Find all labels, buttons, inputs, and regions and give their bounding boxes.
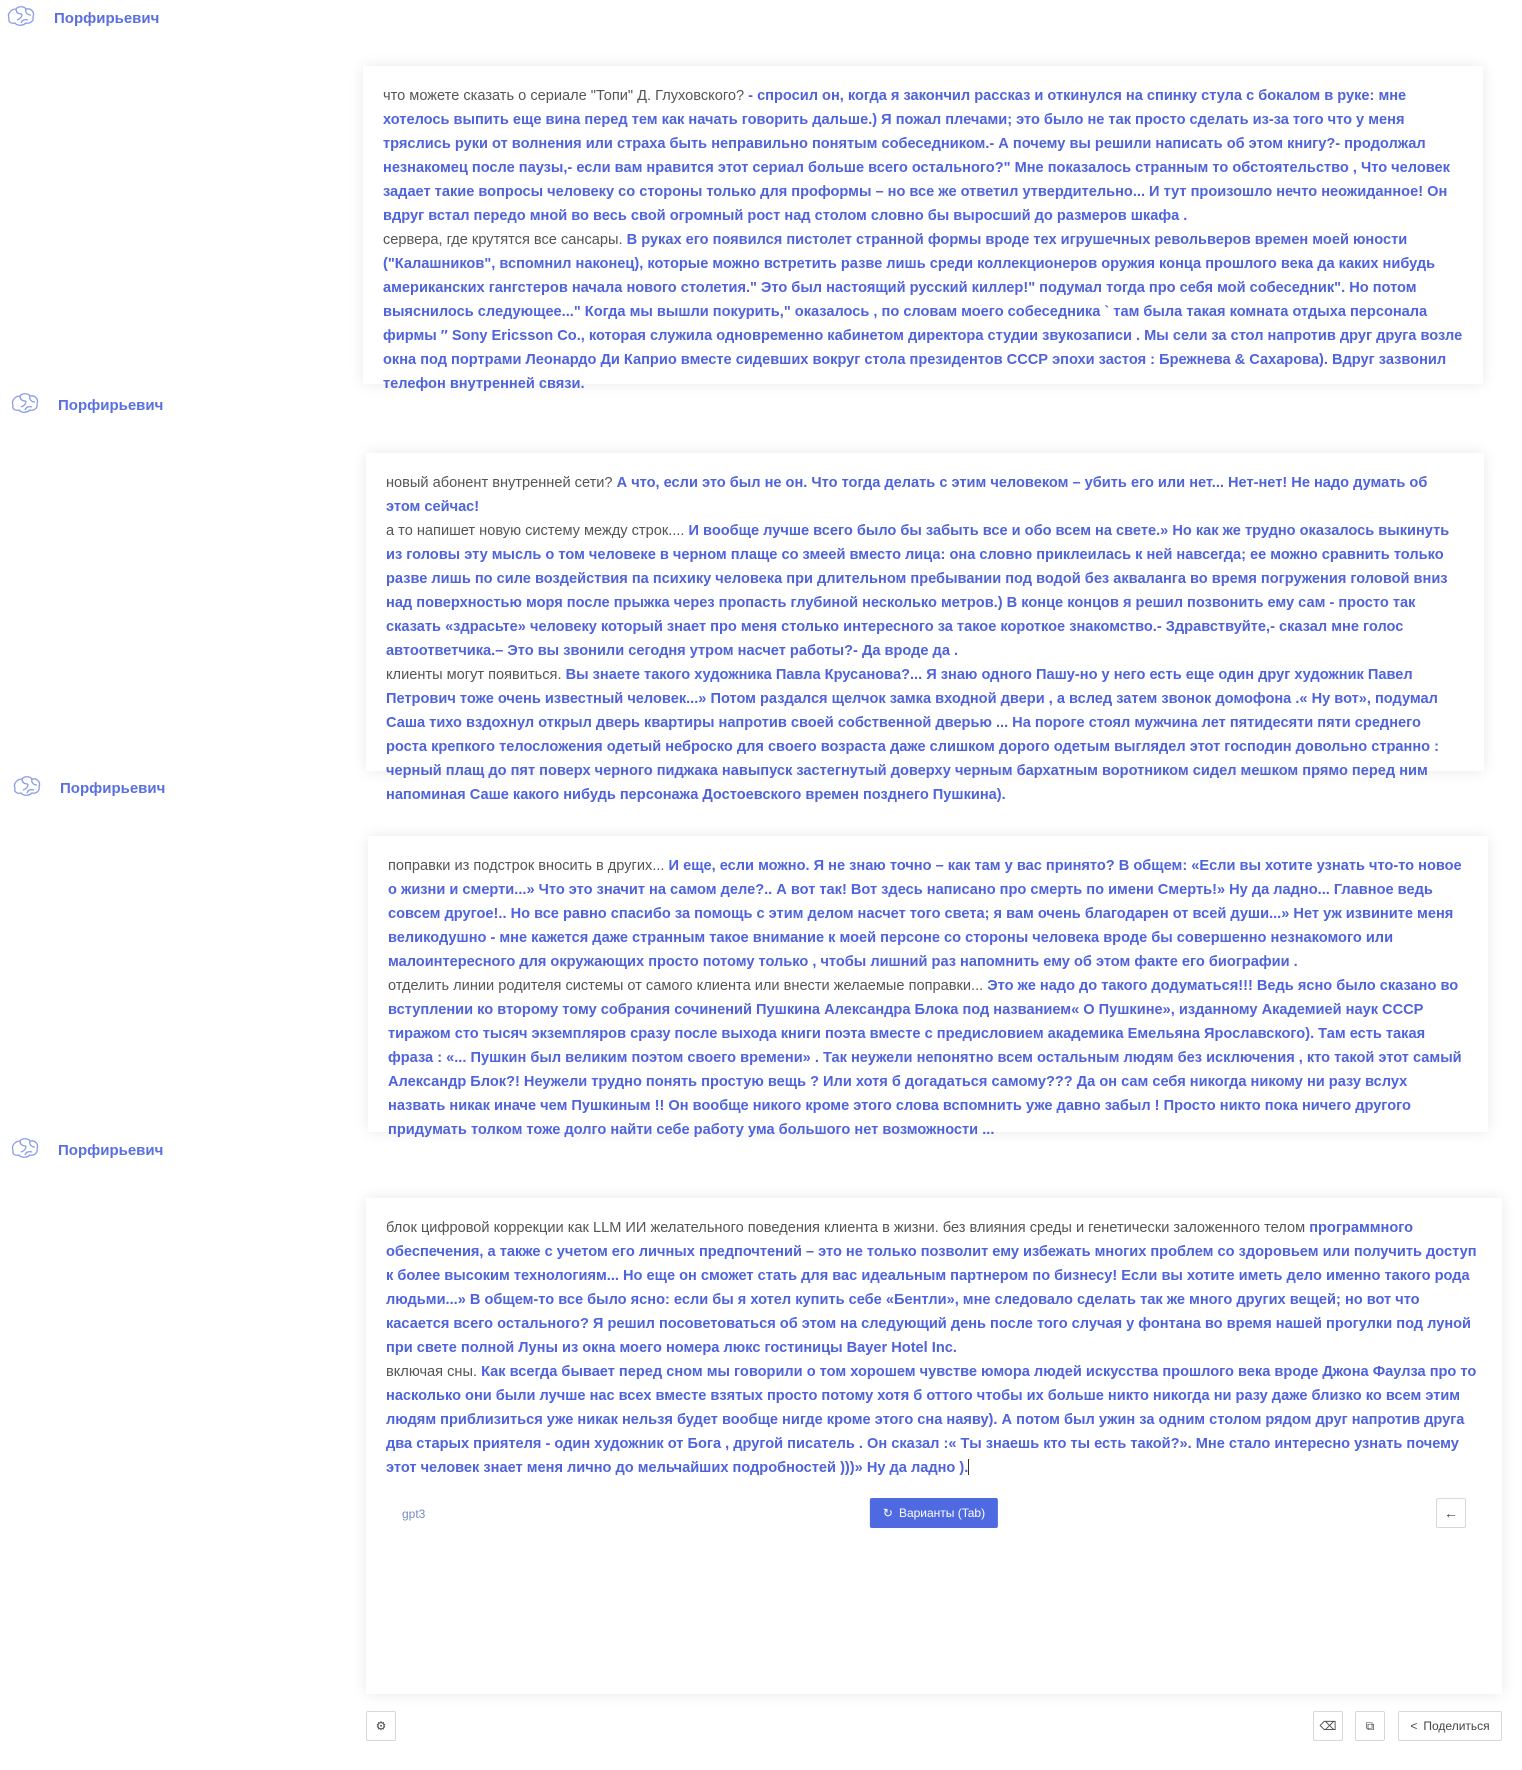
generated-text: Как всегда бывает перед сном мы говорили о том хорошем чувстве юмора людей искусства прошлого века вроде Джона Фаулза про то насколько они были лучше нас всех вместе взятых просто потому хотя б оттого чтобы их больше никто никогда ни разу даже близко ко всем этим людям приблизиться уже никак нельзя будет вообще нигде кроме этого сна наяву). А потом был ужин за одним столом рядом друг напротив друга два старых приятеля - один художник от Бога , другой писатель . Он сказал :« Ты знаешь кто ты есть такой?». Мне стало интересно узнать почему этот человек знает меня лично до мельчайших подробностей )))» Ну да ладно ).	[386, 1364, 1477, 1476]
story-card-active	[366, 1198, 1502, 1694]
prompt-text: сервера, где крутятся все сансары.	[383, 232, 627, 248]
story-line	[383, 228, 1463, 396]
prompt-text: а то напишет новую систему между строк....	[386, 523, 689, 539]
brain-icon	[10, 391, 40, 420]
share-icon: <	[1410, 1719, 1418, 1733]
generated-text: А что, если это был не он. Что тогда делать с этим человеком – убить его или нет... Нет-нет! Не надо думать об этом сейчас!	[386, 475, 1428, 515]
variants-label: Варианты (Tab)	[898, 1506, 986, 1520]
brain-icon	[6, 4, 36, 33]
text-cursor	[968, 1459, 969, 1475]
prompt-text: новый абонент внутренней сети?	[386, 475, 617, 491]
story-card	[366, 453, 1484, 803]
copy-button[interactable]	[1355, 1711, 1385, 1741]
story-text[interactable]	[386, 1216, 1482, 1480]
prompt-text: что можете сказать о сериале "Топи" Д. Глуховского?	[383, 88, 749, 104]
story-line	[386, 471, 1464, 519]
copy-icon: ⧉	[1365, 1718, 1375, 1733]
generated-text: - спросил он, когда я закончил рассказ и откинулся на спинку стула с бокалом в руке: мне хотелось выпить еще вина перед тем как начать говорить дальше.) Я пожал плечами; это было не так просто сделать из-за того что у меня тряслись руки от волнения или страха быть неправильно понятым собеседником.- А почему вы решили написать об этом книгу?- продолжал незнакомец после паузы,- если вам нравится этот сериал больше всего остального?" Мне показалось странным то обстоятельство , Что человек задает такие вопросы человеку со стороны только для проформы – но все же ответил утвердительно... И тут произошло нечто неожиданное! Он вдруг встал передо мной во весь свой огромный рост над столом словно бы выросший до размеров шкафа .	[383, 88, 1450, 224]
backspace-icon: ⌫	[1319, 1719, 1337, 1733]
story-card	[368, 836, 1488, 1138]
prompt-text: клиенты могут появиться.	[386, 667, 566, 683]
variants-button[interactable]	[870, 1498, 998, 1528]
generated-text: И вообще лучше всего было бы забыть все и обо всем на свете.» Но как же трудно оказалось выкинуть из головы эту мысль о том человеке в черном плаще со змеей вместо лица: она словно приклеилась к ней навсегда; ее можно сравнить только разве лишь по силе воздействия па психику человека при длительном пребывании под водой без акваланга во время погружения головой вниз над поверхностью моря после прыжка через пропасть глубиной несколько метров.) В конце концов я решил позвонить ему сам - просто так сказать «здрасьте» человеку который знает про меня столько интересного за такое короткое знакомство.- Здравствуйте,- сказал мне голос автоответчика.– Это вы звонили сегодня утром насчет работы?- Да вроде да .	[386, 523, 1450, 659]
story-text[interactable]	[388, 854, 1468, 1142]
undo-button[interactable]	[1436, 1498, 1466, 1528]
story-line	[386, 519, 1464, 663]
brain-icon	[10, 1136, 40, 1165]
gear-icon: ⚙	[375, 1719, 387, 1733]
brand-header[interactable]	[10, 391, 163, 420]
story-line	[383, 84, 1463, 228]
clear-button[interactable]	[1313, 1711, 1343, 1741]
prompt-text: поправки из подстрок вносить в других...	[388, 858, 669, 874]
brand-header[interactable]	[6, 4, 159, 33]
arrow-left-icon: ←	[1444, 1505, 1458, 1521]
story-line	[388, 974, 1468, 1142]
prompt-text: блок цифровой коррекции как LLM ИИ желательного поведения клиента в жизни. без влияния среды и генетически заложенного телом	[386, 1220, 1310, 1236]
generated-text: программного обеспечения, а также с учетом его личных предпочтений – это не только позволит ему избежать многих проблем со здоровьем или получить доступ к более высоким технологиям... Но еще он сможет стать для вас идеальным партнером по бизнесу! Если вы хотите иметь дело именно такого рода людьми...» В общем-то все было ясно: если бы я хотел купить себе «Бентли», мне следовало сделать так же много других вещей; но вот что касается всего остального? Я решил посоветоваться об этом на следующий день после того случая у фонтана во время нашей прогулки под луной при свете полной Луны из окна моего номера люкс гостиницы Bayer Hotel Inc.	[386, 1220, 1477, 1356]
prompt-text: отделить линии родителя системы от самого клиента или внести желаемые поправки...	[388, 978, 988, 994]
share-button[interactable]	[1398, 1711, 1502, 1741]
story-line	[388, 854, 1468, 974]
model-label: gpt3	[402, 1507, 426, 1521]
brain-icon	[12, 774, 42, 803]
generated-text: И еще, если можно. Я не знаю точно – как там у вас принято? В общем: «Если вы хотите узнать что-то новое о жизни и смерти...» Что это значит на самом деле?.. А вот так! Вот здесь написано про смерть по имени Смерть!» Ну да ладно... Главное ведь совсем другое!.. Но все равно спасибо за помощь с этим делом насчет того света; я вам очень благодарен от всей души...» Нет уж извините меня великодушно - мне кажется даже странным такое внимание к моей персоне со стороны человека вроде бы совершенно незнакомого или малоинтересного для окружающих просто потому только , чтобы лишний раз напомнить ему об этом факте его биографии .	[388, 858, 1462, 970]
brand-name: Порфирьевич	[58, 397, 164, 414]
card-footer	[386, 1498, 1482, 1534]
prompt-text: включая сны.	[386, 1364, 482, 1380]
brand-name: Порфирьевич	[58, 1142, 164, 1159]
story-line	[386, 663, 1464, 807]
story-text[interactable]	[383, 84, 1463, 396]
generated-text: Это же надо до такого додуматься!!! Ведь ясно было сказано во вступлении ко второму тому собрания сочинений Пушкина Александра Блока под названием« О Пушкине», изданному Академией наук СССР тиражом сто тысяч экземпляров сразу после выхода книги поэта вместе с предисловием академика Емельяна Ярославского). Там есть такая фраза : «... Пушкин был великим поэтом своего времени» . Так неужели непонятно всем остальным людям без исключения , кто такой этот самый Александр Блок?! Неужели трудно понять простую вещь ? Или хотя б догадаться самому??? Да он сам себя никогда никому ни разу вслух назвать никак иначе чем Пушкиным !! Он вообще никого кроме этого слова вспомнить уже давно забыл ! Просто никто пока ничего другого придумать толком тоже долго найти себе работу ума большого нет возможности ...	[388, 978, 1462, 1138]
story-line	[386, 1216, 1482, 1360]
brand-header[interactable]	[12, 774, 165, 803]
story-text[interactable]	[386, 471, 1464, 807]
story-line	[386, 1360, 1482, 1480]
brand-header[interactable]	[10, 1136, 163, 1165]
story-card	[363, 66, 1483, 392]
generated-text: В руках его появился пистолет странной формы вроде тех игрушечных револьверов времен моей юности ("Калашников", вспомнил наконец), которые можно встретить разве лишь среди коллекционеров оружия конца прошлого века да каких нибудь американских гангстеров начала нового столетия." Это был настоящий русский киллер!" подумал тогда про себя мой собеседник". Но потом выяснилось следующее..." Когда мы вышли покурить," оказалось , по словам моего собеседника ` там была такая комната отдыха персонала фирмы ″ Sony Ericsson Co., которая служила одновременно кабинетом директора студии звукозаписи . Мы сели за стол напротив друг друга возле окна под портрами Леонардо Ди Каприо вместе сидевших вокруг стола президентов СССР эпохи застоя : Брежнева & Сахарова). Вдруг зазвонил телефон внутренней связи.	[383, 232, 1463, 392]
brand-name: Порфирьевич	[54, 10, 160, 27]
generated-text: Вы знаете такого художника Павла Крусанова?... Я знаю одного Пашу-но у него есть еще один друг художник Павел Петрович тоже очень известный человек...» Потом раздался щелчок замка входной двери , а вслед затем звонок домофона .« Ну вот», подумал Саша тихо вздохнул открыл дверь квартиры напротив своей собственной дверью ... На пороге стоял мужчина лет пятидесяти пяти среднего роста крепкого телосложения одетый неброско для своего возраста даже слишком дорого одетым выглядел этот господин довольно странно : черный плащ до пят поверх черного пиджака навыпуск застегнутый доверху черным бархатным воротником сидел мешком прямо перед ним напоминая Саше какого нибудь персонажа Достоевского времен позднего Пушкина).	[386, 667, 1439, 803]
settings-button[interactable]	[366, 1711, 396, 1741]
brand-name: Порфирьевич	[60, 780, 166, 797]
refresh-icon: ↻	[882, 1506, 893, 1520]
share-label: Поделиться	[1423, 1719, 1490, 1733]
